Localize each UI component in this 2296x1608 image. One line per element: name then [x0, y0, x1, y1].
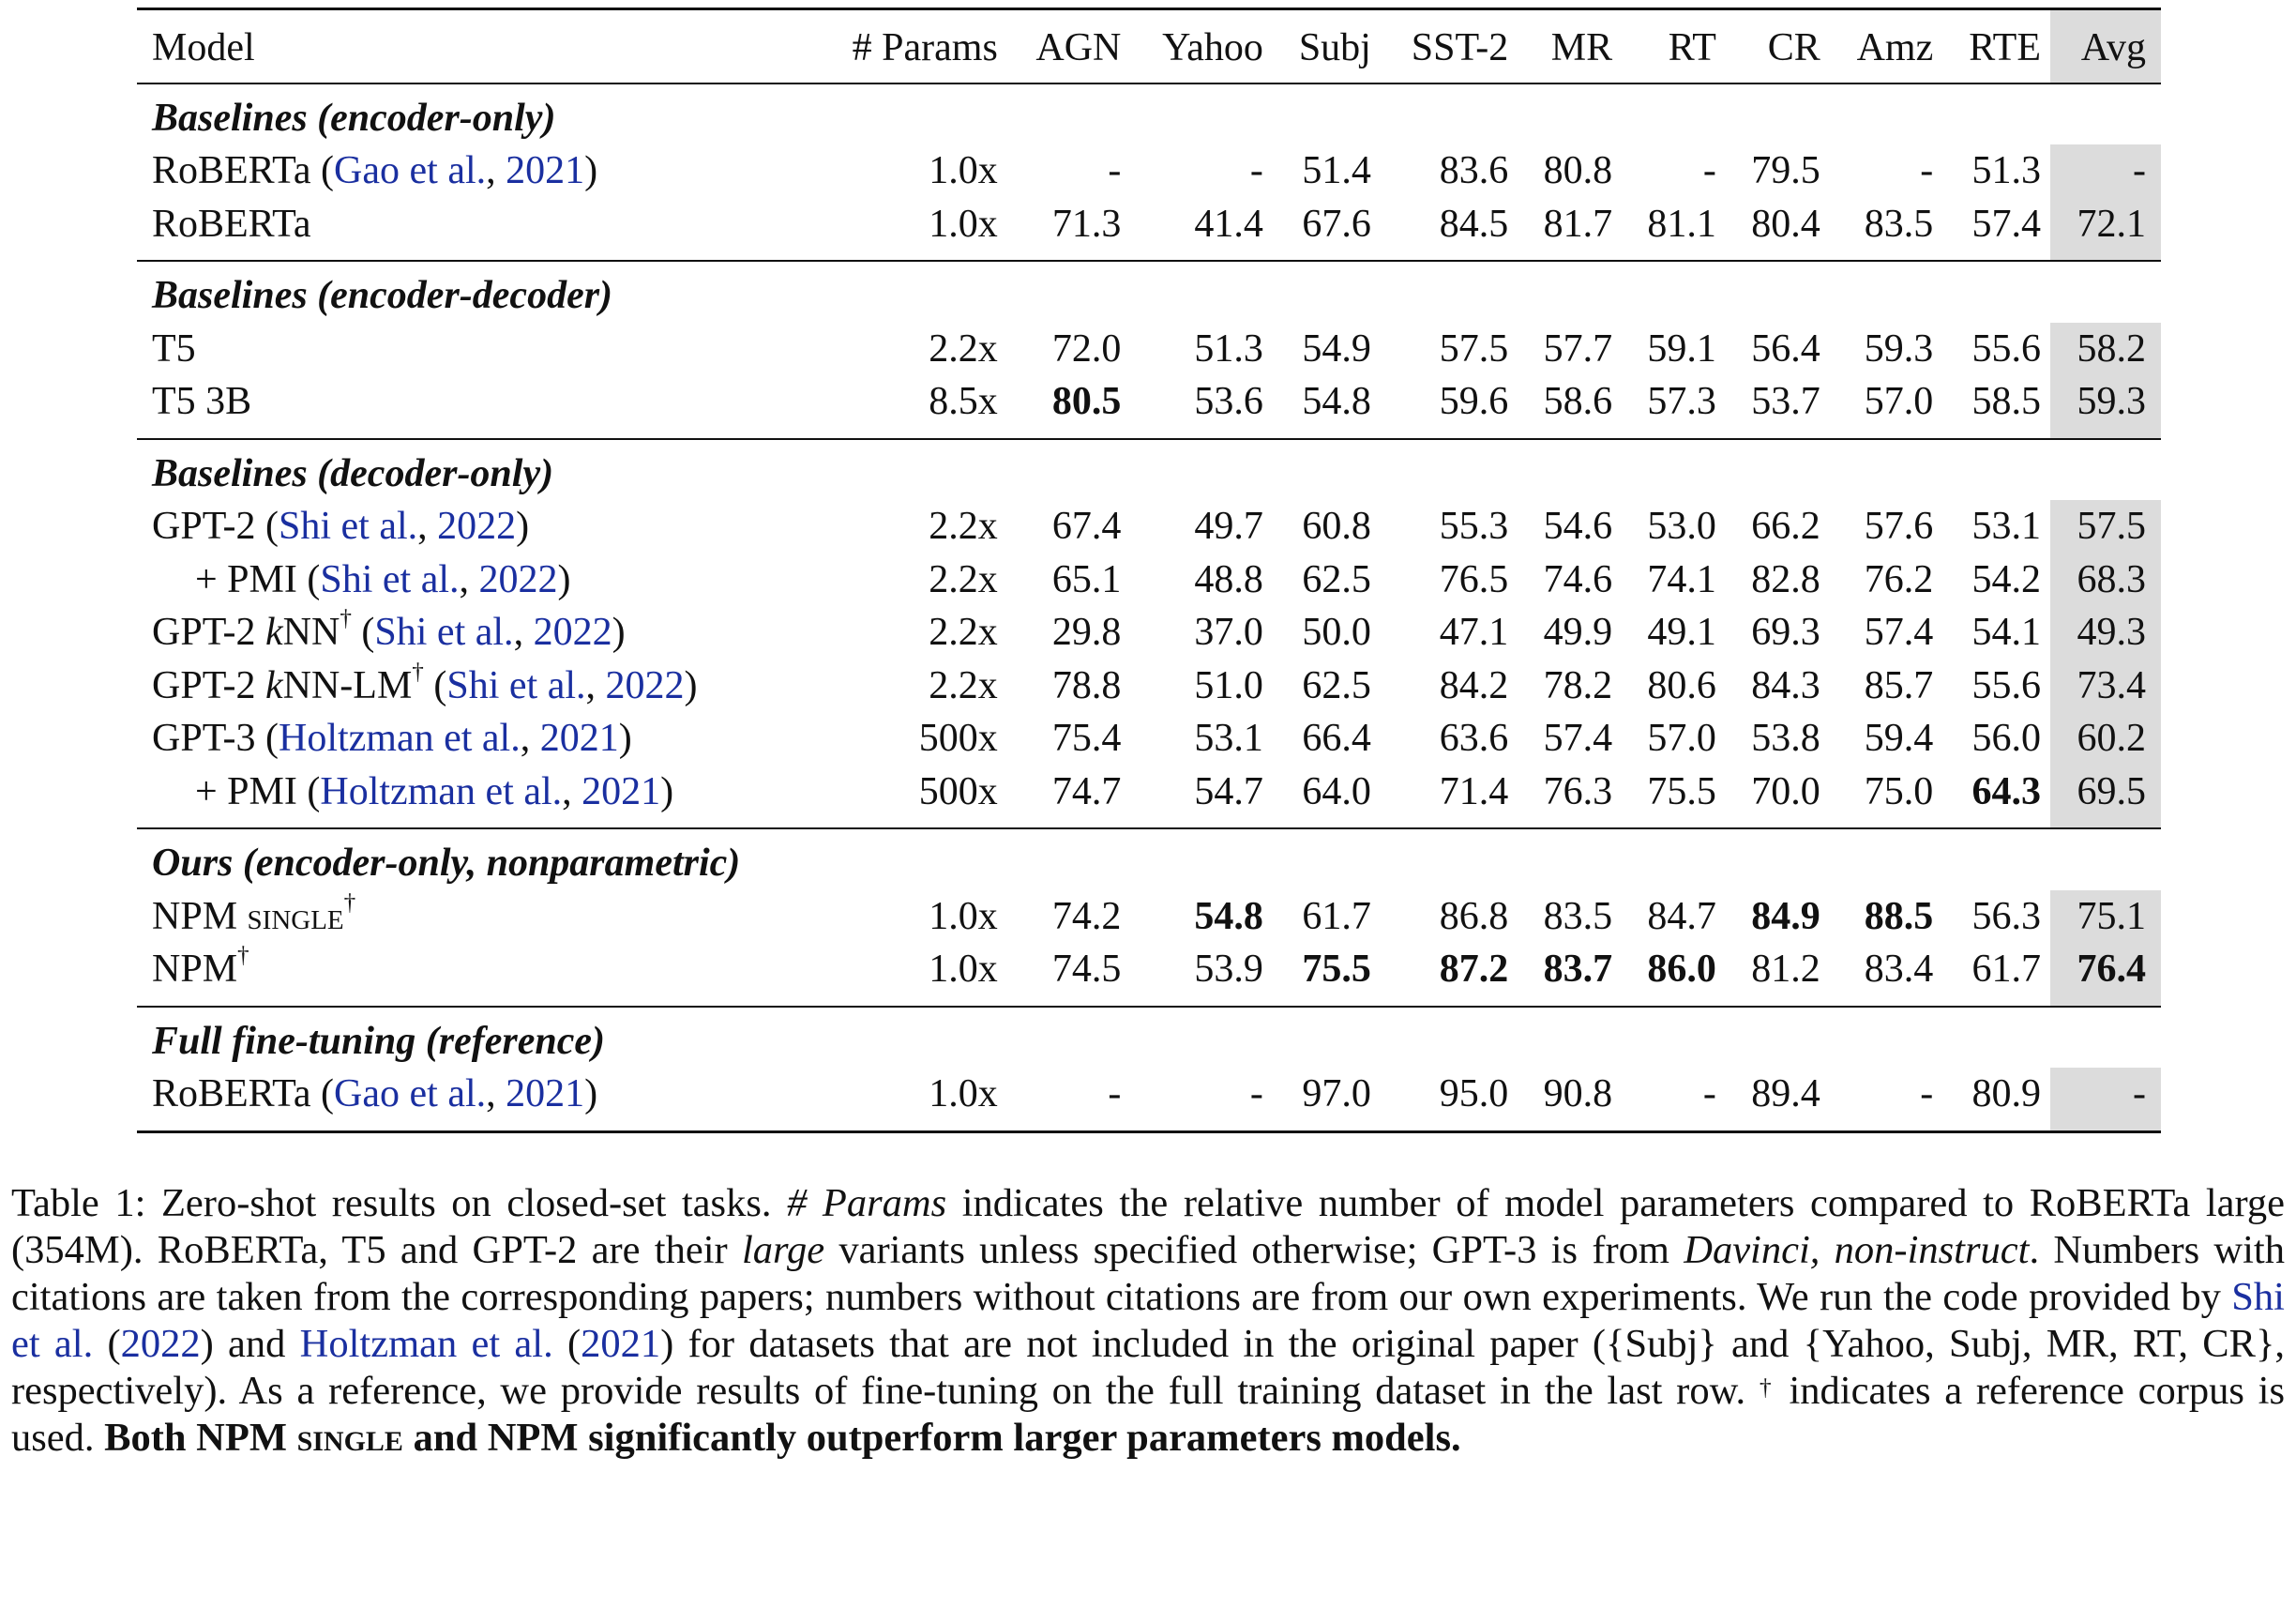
model-name [152, 203, 311, 246]
score-cell: 55.6 [1971, 326, 2041, 371]
citation-sep: , [459, 557, 479, 601]
score-cell: 74.5 [1007, 943, 1131, 1007]
caption-bold-text: NPM single [196, 1416, 403, 1460]
model-name [152, 889, 356, 938]
citation-sep: , [520, 717, 540, 760]
table-row [137, 712, 2161, 766]
model-label: GPT-2 [152, 505, 256, 548]
citation-paren: ( [296, 769, 321, 813]
score-cell: 54.8 [1273, 375, 1381, 439]
score-cell: 53.7 [1726, 375, 1830, 439]
avg-cell: 59.3 [2050, 375, 2161, 439]
dagger-symbol: † [340, 606, 352, 631]
table-row [137, 554, 2161, 607]
score-cell: 57.7 [1543, 326, 1613, 371]
table-header-row [137, 9, 2161, 83]
model-name [152, 327, 196, 371]
table-body [137, 83, 2161, 1132]
section-title: Ours (encoder-only, nonparametric) [152, 842, 741, 885]
caption-text: ( [552, 1322, 582, 1366]
score-cell: 57.5 [1439, 326, 1509, 371]
avg-cell: 60.2 [2050, 712, 2161, 766]
model-name-cell [137, 1068, 812, 1131]
score-cell: 80.9 [1942, 1068, 2050, 1131]
caption-bold-text: and [402, 1416, 488, 1460]
score-cell: 75.0 [1830, 766, 1943, 829]
score-cell: - [1830, 1068, 1943, 1131]
header-cell: Yahoo [1130, 9, 1272, 83]
score-cell: 56.4 [1751, 326, 1820, 371]
score-cell: 58.6 [1518, 375, 1622, 439]
score-cell: 55.3 [1439, 505, 1509, 548]
score-cell: - [1920, 149, 1934, 192]
params-cell: 2.2x [929, 611, 998, 654]
score-cell: 47.1 [1439, 611, 1509, 654]
header-cell: MR [1518, 9, 1622, 83]
citation-link[interactable]: 2021 [581, 1322, 661, 1366]
model-name-cell [137, 500, 812, 554]
citation-link[interactable]: 2021 [539, 717, 619, 760]
avg-cell: 73.4 [2050, 660, 2161, 713]
score-cell: 81.2 [1726, 943, 1830, 1007]
table-row [137, 606, 2161, 660]
header-cell: RT [1622, 9, 1726, 83]
score-cell: 51.3 [1971, 149, 2041, 192]
caption-bold-text: Both [104, 1416, 197, 1460]
model-name [152, 505, 529, 548]
score-cell: 71.3 [1007, 198, 1131, 262]
score-cell: 74.1 [1647, 557, 1716, 601]
citation-link[interactable]: Shi et al. [11, 1275, 2285, 1366]
score-cell: - [1702, 149, 1716, 192]
score-cell: 59.3 [1864, 326, 1934, 371]
avg-cell: 69.5 [2050, 766, 2161, 829]
avg-cell: 72.1 [2050, 198, 2161, 262]
table-row [137, 375, 2161, 439]
citation-sep: , [513, 611, 534, 654]
score-cell: 57.4 [1942, 198, 2050, 262]
caption-text: large [741, 1228, 825, 1272]
params-cell: 2.2x [929, 663, 998, 707]
model-name-cell [137, 660, 812, 713]
score-cell: 85.7 [1864, 663, 1934, 707]
caption-bold-text: NPM [487, 1416, 579, 1460]
params-cell: 2.2x [929, 505, 998, 548]
model-name-cell [137, 554, 812, 607]
avg-cell: - [2050, 144, 2161, 198]
citation-link[interactable]: Gao et al. [334, 149, 487, 192]
section-title: Baselines (decoder-only) [152, 451, 554, 495]
citation-sep: , [486, 149, 506, 192]
score-cell: 56.0 [1971, 717, 2041, 760]
model-label: T5 [152, 326, 196, 371]
avg-cell: 68.3 [2050, 554, 2161, 607]
score-cell: - [1007, 1068, 1131, 1131]
citation-link[interactable]: 2022 [120, 1322, 201, 1366]
model-name [152, 1072, 597, 1115]
caption-text: indicates a reference corpus is used. [11, 1369, 2285, 1460]
score-cell: 49.7 [1194, 505, 1263, 548]
score-cell: 83.4 [1830, 943, 1943, 1007]
header-cell: Subj [1273, 9, 1381, 83]
params-cell: 500x [918, 717, 998, 760]
score-cell: 90.8 [1518, 1068, 1622, 1131]
model-label: RoBERTa [152, 202, 311, 246]
table-row [137, 144, 2161, 198]
score-cell: 79.5 [1751, 149, 1820, 192]
model-label: RoBERTa [152, 1072, 311, 1115]
citation-paren: ) [684, 663, 698, 707]
score-cell: 51.0 [1194, 663, 1263, 707]
score-cell: 59.1 [1647, 326, 1716, 371]
score-cell: 54.8 [1194, 894, 1263, 938]
table-row [137, 943, 2161, 1007]
citation-paren: ( [351, 611, 375, 654]
score-cell: 80.4 [1726, 198, 1830, 262]
model-name-cell [137, 890, 812, 944]
score-cell: 61.7 [1302, 894, 1371, 938]
score-cell: 80.6 [1647, 663, 1716, 707]
model-label: RoBERTa [152, 149, 311, 192]
model-label: NPM [152, 894, 238, 938]
model-label: GPT-3 [152, 717, 256, 760]
score-cell: 67.4 [1051, 505, 1122, 548]
params-cell: 1.0x [812, 198, 1007, 262]
citation-paren: ( [310, 149, 335, 192]
table-row [137, 890, 2161, 944]
citation-paren: ) [584, 149, 598, 192]
citation-link[interactable]: 2021 [506, 1072, 585, 1115]
citation-paren: ) [557, 557, 571, 601]
citation-link[interactable]: Shi et al. [278, 505, 418, 548]
score-cell: 74.7 [1007, 766, 1131, 829]
score-cell: 49.9 [1543, 611, 1613, 654]
score-cell: 59.6 [1381, 375, 1518, 439]
score-cell: - [1108, 149, 1122, 192]
score-cell: 60.8 [1302, 505, 1371, 548]
model-name-cell [137, 375, 812, 439]
score-cell: 82.8 [1751, 557, 1820, 601]
results-table [137, 8, 2161, 1133]
caption-text: # Params [787, 1181, 947, 1225]
score-cell: 51.4 [1302, 149, 1371, 192]
score-cell: 71.4 [1381, 766, 1518, 829]
citation-link[interactable]: 2022 [605, 663, 685, 707]
citation-link[interactable]: Shi et al. [446, 663, 586, 707]
score-cell: 50.0 [1302, 611, 1371, 654]
model-name [152, 149, 597, 192]
citation-link[interactable]: 2022 [478, 557, 558, 601]
score-cell: 78.2 [1543, 663, 1613, 707]
model-label-italic: k [264, 663, 283, 707]
score-cell: 53.6 [1130, 375, 1272, 439]
score-cell: 70.0 [1726, 766, 1830, 829]
header-cell: AGN [1007, 9, 1131, 83]
score-cell: 75.4 [1051, 717, 1122, 760]
citation-paren: ) [618, 717, 632, 760]
table-row [137, 323, 2161, 376]
caption-text: ( [93, 1322, 121, 1366]
score-cell: 65.1 [1051, 557, 1122, 601]
table-row [137, 500, 2161, 554]
score-cell: 76.5 [1439, 557, 1509, 601]
avg-cell: 58.2 [2050, 323, 2161, 376]
score-cell: 76.2 [1864, 557, 1934, 601]
avg-cell: 57.5 [2050, 500, 2161, 554]
score-cell: 87.2 [1381, 943, 1518, 1007]
score-cell: 75.5 [1273, 943, 1381, 1007]
model-label: single [237, 894, 344, 938]
table-row [137, 660, 2161, 713]
dagger-symbol: † [343, 889, 356, 916]
header-cell: Model [137, 9, 812, 83]
score-cell: 29.8 [1051, 611, 1122, 654]
model-name-cell [137, 144, 812, 198]
score-cell: - [1130, 1068, 1272, 1131]
score-cell: 37.0 [1194, 611, 1263, 654]
model-name [152, 717, 632, 760]
score-cell: 62.5 [1302, 663, 1371, 707]
citation-link[interactable]: Shi et al. [320, 557, 460, 601]
score-cell: 80.8 [1543, 149, 1613, 192]
score-cell: 64.3 [1942, 766, 2050, 829]
model-label: + PMI [195, 769, 297, 813]
citation-link[interactable]: 2021 [506, 149, 585, 192]
section-header-row [137, 1007, 2161, 1069]
score-cell: 66.4 [1302, 717, 1371, 760]
model-label: + PMI [195, 557, 297, 601]
table-row [137, 766, 2161, 829]
score-cell: 51.3 [1194, 326, 1263, 371]
model-name [152, 659, 698, 707]
score-cell: 53.8 [1751, 717, 1820, 760]
score-cell: 74.2 [1051, 894, 1122, 938]
score-cell: 64.0 [1273, 766, 1381, 829]
model-label: T5 3B [152, 380, 252, 423]
score-cell: 83.6 [1439, 149, 1509, 192]
score-cell: 80.5 [1007, 375, 1131, 439]
score-cell: 58.5 [1942, 375, 2050, 439]
caption-text: Davinci, non-instruct [1684, 1228, 2030, 1272]
header-cell: RTE [1942, 9, 2050, 83]
score-cell: 69.3 [1751, 611, 1820, 654]
score-cell: 95.0 [1381, 1068, 1518, 1131]
score-cell: 48.8 [1194, 557, 1263, 601]
citation-link[interactable]: 2021 [582, 769, 661, 813]
score-cell: 59.4 [1864, 717, 1934, 760]
score-cell: 63.6 [1439, 717, 1509, 760]
citation-link[interactable]: Gao et al. [334, 1072, 487, 1115]
score-cell: 57.4 [1543, 717, 1613, 760]
score-cell: 84.5 [1381, 198, 1518, 262]
section-header-row [137, 439, 2161, 501]
section-header-row [137, 83, 2161, 145]
score-cell: 56.3 [1971, 894, 2041, 938]
section-title: Baselines (encoder-decoder) [152, 274, 613, 317]
citation-link[interactable]: 2022 [533, 611, 612, 654]
score-cell: 72.0 [1051, 326, 1122, 371]
caption-text: . Numbers with citations are taken from the corresponding papers; numbers without citations are from our own experiments. We run the code provided by [11, 1228, 2285, 1319]
score-cell: 83.5 [1830, 198, 1943, 262]
model-label-italic: k [264, 611, 283, 654]
score-cell: 83.7 [1518, 943, 1622, 1007]
score-cell: 97.0 [1273, 1068, 1381, 1131]
params-cell: 1.0x [929, 149, 998, 192]
score-cell: 81.7 [1518, 198, 1622, 262]
table-row [137, 198, 2161, 262]
citation-paren: ( [310, 1072, 335, 1115]
caption-text: Table 1: Zero-shot results on closed-set tasks. [11, 1181, 788, 1225]
header-cell-avg: Avg [2050, 9, 2161, 83]
caption-text: and [213, 1322, 300, 1366]
score-cell: 74.6 [1543, 557, 1613, 601]
avg-cell: 75.1 [2050, 890, 2161, 944]
table-row [137, 1068, 2161, 1131]
citation-sep: , [585, 663, 606, 707]
score-cell: 57.4 [1864, 611, 1934, 654]
citation-paren: ) [584, 1072, 598, 1115]
citation-paren: ( [296, 557, 321, 601]
score-cell: 66.2 [1751, 505, 1820, 548]
score-cell: 78.8 [1051, 663, 1122, 707]
score-cell: 75.5 [1622, 766, 1726, 829]
model-name-cell [137, 766, 812, 829]
caption-bold-text: significantly outperform larger parameters models. [578, 1416, 1461, 1460]
score-cell: 54.6 [1543, 505, 1613, 548]
model-name [152, 943, 249, 991]
score-cell: 54.9 [1302, 326, 1371, 371]
caption-text: ) [200, 1322, 214, 1366]
citation-sep: , [486, 1072, 506, 1115]
citation-paren: ( [255, 505, 279, 548]
section-title: Full fine-tuning (reference) [152, 1019, 605, 1063]
avg-cell: 49.3 [2050, 606, 2161, 660]
caption-text: indicates the relative number of model parameters compared to RoBERTa large (354M). RoBERTa, T5 and GPT-2 are their [11, 1181, 2285, 1272]
params-cell: 1.0x [929, 894, 998, 938]
model-name-cell [137, 712, 812, 766]
model-name [152, 380, 251, 423]
dagger-symbol: † [412, 659, 424, 685]
dagger-symbol: † [237, 943, 249, 968]
model-name-cell [137, 198, 812, 262]
score-cell: 86.0 [1622, 943, 1726, 1007]
score-cell: 84.9 [1751, 894, 1820, 938]
model-label: NPM [152, 948, 238, 991]
citation-link[interactable]: Holtzman et al. [278, 717, 521, 760]
avg-cell: 76.4 [2050, 943, 2161, 1007]
score-cell: 57.3 [1622, 375, 1726, 439]
score-cell: 49.1 [1647, 611, 1716, 654]
score-cell: 81.1 [1622, 198, 1726, 262]
section-header-row [137, 828, 2161, 890]
score-cell: 53.1 [1971, 505, 2041, 548]
citation-paren: ) [516, 505, 530, 548]
score-cell: 86.8 [1439, 894, 1509, 938]
params-cell: 2.2x [929, 326, 998, 371]
score-cell: 55.6 [1971, 663, 2041, 707]
citation-paren: ) [612, 611, 626, 654]
score-cell: - [1622, 1068, 1726, 1131]
section-header-row [137, 261, 2161, 323]
section-title: Baselines (encoder-only) [152, 96, 556, 140]
citation-link[interactable]: Holtzman et al. [320, 769, 563, 813]
header-cell: SST-2 [1381, 9, 1518, 83]
params-cell: 1.0x [812, 943, 1007, 1007]
caption-text: variants unless specified otherwise; GPT-3 is from [824, 1228, 1684, 1272]
dagger-symbol: † [1759, 1373, 1775, 1401]
table-caption [11, 1180, 2285, 1462]
caption-text: ) [660, 1322, 674, 1366]
model-name [152, 606, 626, 654]
score-cell: 57.0 [1647, 717, 1716, 760]
model-name-cell [137, 943, 812, 1007]
caption-text: for datasets that are not included in the original paper ({Subj} and {Yahoo, Subj, MR, RT, CR}, respectively). As a reference, we provide results of fine-tuning on the full training dataset in the last row. [11, 1322, 2286, 1413]
citation-sep: , [417, 505, 438, 548]
model-label: NN-LM [282, 663, 413, 707]
model-name-cell [137, 323, 812, 376]
score-cell: 83.5 [1543, 894, 1613, 938]
params-cell: 8.5x [812, 375, 1007, 439]
score-cell: - [1249, 149, 1263, 192]
avg-cell: - [2050, 1068, 2161, 1131]
score-cell: 89.4 [1726, 1068, 1830, 1131]
score-cell: 54.2 [1971, 557, 2041, 601]
score-cell: 53.0 [1647, 505, 1716, 548]
citation-link[interactable]: Holtzman et al. [299, 1322, 553, 1366]
model-label: NN [282, 611, 340, 654]
score-cell: 67.6 [1273, 198, 1381, 262]
citation-sep: , [562, 769, 582, 813]
score-cell: 61.7 [1942, 943, 2050, 1007]
citation-paren: ) [660, 769, 674, 813]
citation-paren: ( [423, 663, 447, 707]
model-name [152, 555, 571, 605]
score-cell: 76.3 [1518, 766, 1622, 829]
score-cell: 54.1 [1971, 611, 2041, 654]
score-cell: 88.5 [1864, 894, 1934, 938]
params-cell: 500x [812, 766, 1007, 829]
score-cell: 53.1 [1194, 717, 1263, 760]
score-cell: 41.4 [1130, 198, 1272, 262]
citation-paren: ( [255, 717, 279, 760]
citation-link[interactable]: Shi et al. [374, 611, 514, 654]
score-cell: 62.5 [1302, 557, 1371, 601]
score-cell: 84.3 [1751, 663, 1820, 707]
score-cell: 54.7 [1130, 766, 1272, 829]
score-cell: 53.9 [1130, 943, 1272, 1007]
params-cell: 2.2x [929, 557, 998, 601]
score-cell: 84.2 [1439, 663, 1509, 707]
model-name [152, 767, 673, 817]
score-cell: 84.7 [1647, 894, 1716, 938]
score-cell: 57.0 [1830, 375, 1943, 439]
model-label: GPT-2 [152, 663, 265, 707]
header-cell: CR [1726, 9, 1830, 83]
citation-link[interactable]: 2022 [437, 505, 517, 548]
header-cell: # Params [812, 9, 1007, 83]
score-cell: 57.6 [1864, 505, 1934, 548]
model-label: GPT-2 [152, 611, 265, 654]
model-name-cell [137, 606, 812, 660]
header-cell: Amz [1830, 9, 1943, 83]
params-cell: 1.0x [812, 1068, 1007, 1131]
